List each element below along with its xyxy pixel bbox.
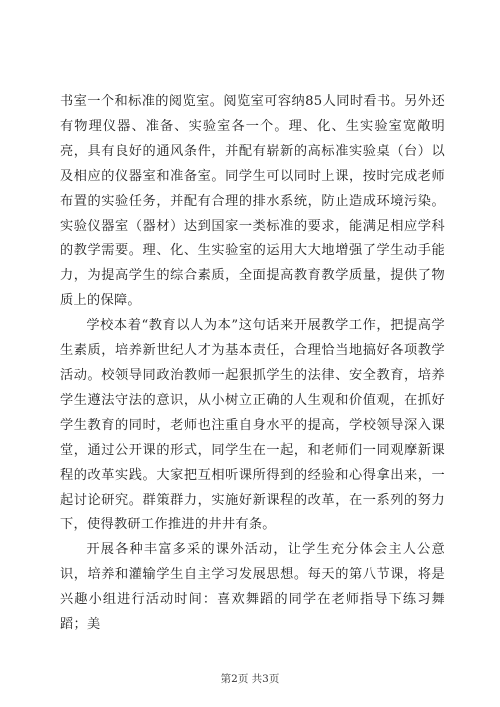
paragraph-2: 学校本着“教育以人为本”这句话来开展教学工作，把提高学生素质，培养新世纪人才为基本责任，合理恰当地搞好各项教学活动。校领导同政治教师一起狠抓学生的法律、安全教育，培养学生遵法守法的意识，从小树立正确的人生观和价值观，在抓好学生教育的同时，老师也注重自身水平的提高，学校领导深入课堂，通过公开课的形式，同学生在一起，和老师们一同观摩新课程的改革实践。大家把互相听课所得到的经验和心得拿出来，一起讨论研究。群策群力，实施好新课程的改革，在一系列的努力下，使得教研工作推进的井井有条。 (60, 318, 445, 533)
page-footer: 第2页 共3页 (220, 673, 280, 685)
paragraph-3: 开展各种丰富多采的课外活动，让学生充分体会主人公意识，培养和灌输学生自主学习发展思想。每天的第八节课，将是兴趣小组进行活动时间：喜欢舞蹈的同学在老师指导下练习舞蹈；美 (60, 542, 445, 633)
paragraph-1: 书室一个和标准的阅览室。阅览室可容纳85人同时看书。另外还有物理仪器、准备、实验室各一个。理、化、生实验室宽敞明亮，具有良好的通风条件，并配有崭新的高标准实验桌（台）以及相应的仪器室和准备室。同学生可以同时上课，按时完成老师布置的实验任务，并配有合理的排水系统，防止造成环境污染。实验仪器室（器材）达到国家一类标准的要求，能满足相应学科的教学需要。理、化、生实验室的运用大大地增强了学生动手能力，为提高学生的综合素质，全面提高教育教学质量，提供了物质上的保障。 (60, 94, 445, 309)
document-body (60, 90, 445, 638)
